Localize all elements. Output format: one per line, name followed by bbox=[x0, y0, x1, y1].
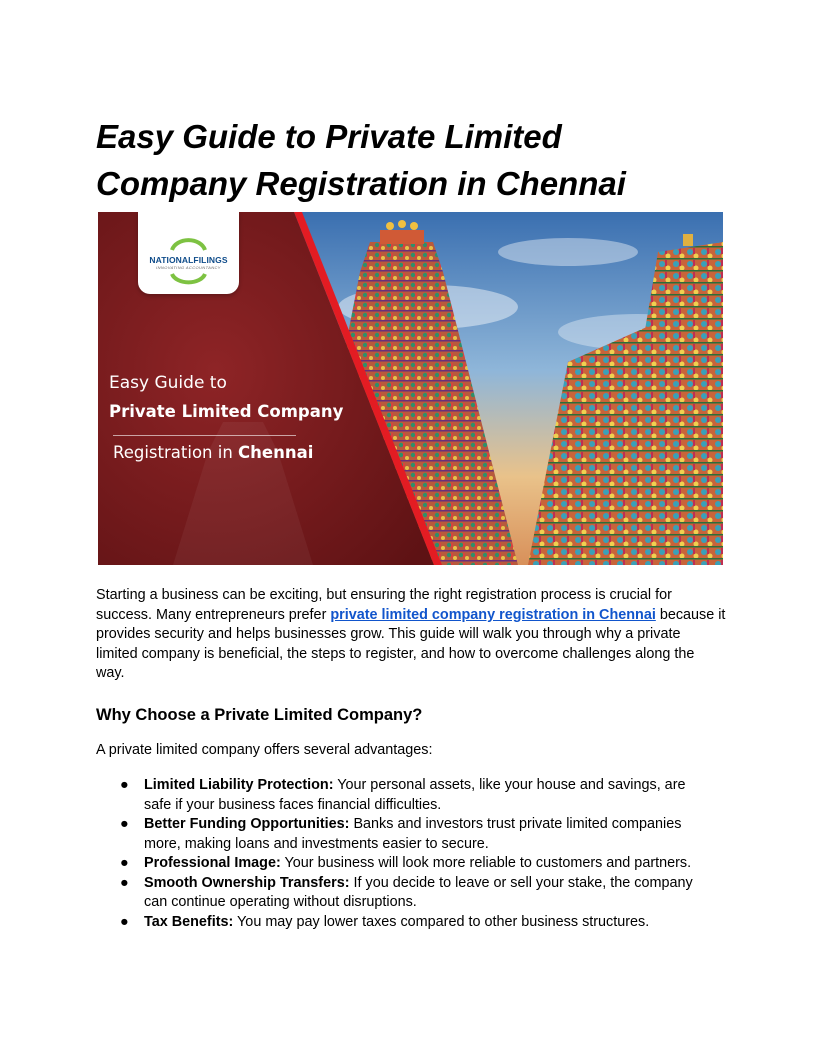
banner-divider bbox=[113, 435, 296, 436]
advantages-list bbox=[96, 776, 716, 932]
page-title bbox=[96, 113, 736, 207]
list-item-label: Tax Benefits: bbox=[144, 913, 234, 930]
list-item-text: If you decide to leave or sell your stake, the company can continue operating without disruptions. bbox=[144, 874, 693, 910]
list-item bbox=[96, 854, 716, 874]
banner-line3-city: Chennai bbox=[238, 443, 314, 462]
list-item bbox=[96, 776, 716, 815]
bullet-icon: ● bbox=[120, 816, 129, 832]
logo-swoosh-icon bbox=[138, 212, 239, 294]
title-line-2: Company Registration in Chennai bbox=[96, 165, 626, 202]
section-intro: A private limited company offers several advantages: bbox=[96, 742, 433, 758]
list-item bbox=[96, 913, 716, 933]
list-item-label: Professional Image: bbox=[144, 855, 281, 871]
section-heading: Why Choose a Private Limited Company? bbox=[96, 706, 423, 724]
list-item-label: Better Funding Opportunities: bbox=[144, 816, 350, 832]
hero-banner-image bbox=[98, 212, 723, 565]
registration-link[interactable]: private limited company registration in Chennai bbox=[330, 606, 656, 623]
intro-text-after: because it provides security and helps businesses grow. This guide will walk you through why a private limited company is beneficial, the steps to register, and how to overcome challenges along the way. bbox=[96, 606, 726, 682]
banner-line3-prefix: Registration in bbox=[113, 443, 239, 462]
bullet-icon: ● bbox=[120, 874, 129, 891]
logo-wordmark: NATIONALFILINGS bbox=[149, 255, 228, 265]
list-item-text: Your personal assets, like your house and savings, are safe if your business faces financial difficulties. bbox=[144, 777, 686, 813]
list-item-label: Smooth Ownership Transfers: bbox=[144, 874, 350, 891]
list-item-label: Limited Liability Protection: bbox=[144, 777, 334, 793]
title-line-1: Easy Guide to Private Limited bbox=[96, 118, 562, 155]
banner-text-line-1: Easy Guide to bbox=[109, 373, 227, 393]
intro-paragraph bbox=[96, 586, 726, 684]
list-item-text: You may pay lower taxes compared to other business structures. bbox=[233, 913, 650, 930]
bullet-icon: ● bbox=[120, 913, 129, 930]
list-item-text: Your business will look more reliable to customers and partners. bbox=[280, 855, 692, 871]
intro-text-before: Starting a business can be exciting, but ensuring the right registration process is crucial for success. Many entrepreneurs prefer bbox=[96, 587, 672, 623]
list-item bbox=[96, 815, 716, 854]
bullet-icon: ● bbox=[120, 855, 129, 871]
list-item-text: Banks and investors trust private limited companies more, making loans and investments easier to secure. bbox=[144, 816, 682, 852]
bullet-icon: ● bbox=[120, 777, 129, 793]
nationalfilings-logo bbox=[138, 212, 239, 294]
banner-text-line-3 bbox=[113, 443, 313, 462]
banner-text-line-2: Private Limited Company bbox=[109, 402, 344, 421]
list-item bbox=[96, 874, 716, 913]
logo-tagline: INNOVATING ACCOUNTANCY bbox=[156, 265, 221, 270]
